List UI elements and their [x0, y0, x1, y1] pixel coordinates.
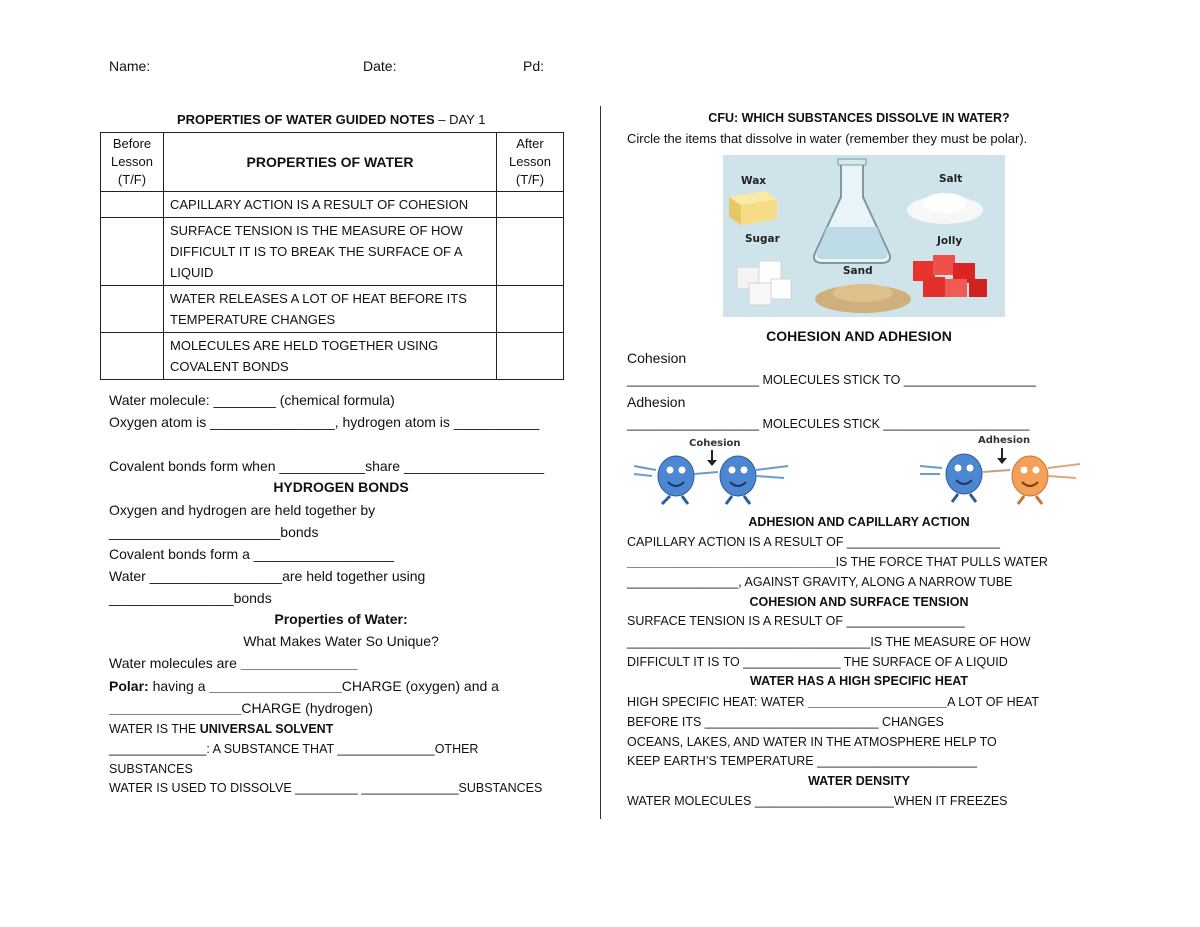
statement-cell: SURFACE TENSION IS THE MEASURE OF HOW DIFFICULT IT IS TO BREAK THE SURFACE OF A LIQUID	[164, 218, 497, 286]
legs	[662, 496, 688, 504]
cfu-heading: CFU: WHICH SUBSTANCES DISSOLVE IN WATER?	[708, 111, 1010, 125]
substances-line: SUBSTANCES	[109, 762, 193, 776]
after-cell[interactable]	[497, 218, 564, 286]
sand-label: Sand	[843, 265, 873, 277]
jelly-cube	[923, 277, 945, 297]
table-row	[101, 286, 564, 333]
water-molecule-character	[946, 454, 982, 494]
salt-pile-top	[923, 193, 967, 213]
period-label: Pd:	[523, 58, 545, 74]
oxygen-atom-line: Oxygen atom is ________________, hydrogen atom is ___________	[109, 414, 540, 430]
molecule-arm	[1048, 464, 1080, 478]
molecule-arm	[920, 466, 942, 474]
eye	[729, 467, 736, 474]
jolly-label: Jolly	[937, 235, 963, 247]
other-molecule-character	[1012, 456, 1048, 496]
difficult-line: DIFFICULT IT IS TO ______________ THE SURFACE OF A LIQUID	[627, 655, 1008, 669]
properties-of-water-heading: Properties of Water:	[274, 611, 408, 627]
jelly-cube	[945, 279, 967, 297]
eye	[967, 465, 974, 472]
substances-image	[723, 155, 1005, 317]
linked-arms	[982, 470, 1010, 472]
column-divider	[600, 106, 601, 819]
legs	[952, 494, 976, 502]
flask-rim	[838, 159, 866, 165]
dissolve-line: WATER IS USED TO DISSOLVE _________ ______________SUBSTANCES	[109, 781, 543, 795]
hydrogen-bonds-heading: HYDROGEN BONDS	[273, 479, 409, 495]
eye	[1021, 467, 1028, 474]
properties-subheading: What Makes Water So Unique?	[243, 633, 439, 649]
surface-tension-heading: COHESION AND SURFACE TENSION	[749, 595, 969, 609]
sugar-label: Sugar	[745, 233, 780, 245]
adhesion-cartoon-label: Adhesion	[978, 435, 1031, 446]
capillary-heading: ADHESION AND CAPILLARY ACTION	[748, 515, 970, 529]
sugar-cube	[749, 283, 771, 305]
adhesion-cartoon	[918, 446, 1082, 506]
adhesion-label: Adhesion	[627, 394, 686, 410]
after-cell[interactable]	[497, 333, 564, 380]
cfu-instructions: Circle the items that dissolve in water (remember they must be polar).	[627, 131, 1028, 146]
adhesion-line: ___________________ MOLECULES STICK _____________________	[627, 417, 1030, 431]
water-held-line: Water _________________are held together using	[109, 568, 426, 584]
legs	[726, 496, 750, 504]
polar-line: Polar: having a _________________CHARGE (oxygen) and a	[109, 678, 499, 694]
date-label: Date:	[363, 58, 397, 74]
covalent-form-line: Covalent bonds form when ___________share __________________	[109, 458, 545, 474]
water-molecule-line: Water molecule: ________ (chemical formula)	[109, 392, 395, 408]
jelly-cube	[933, 255, 955, 275]
before-lesson-header: Before Lesson (T/F)	[101, 133, 164, 192]
eye	[955, 465, 962, 472]
eye	[667, 467, 674, 474]
before-cell[interactable]	[101, 286, 164, 333]
before-cell[interactable]	[101, 218, 164, 286]
eye	[741, 467, 748, 474]
density-line: WATER MOLECULES ____________________WHEN IT FREEZES	[627, 794, 1008, 808]
linked-arms	[694, 472, 718, 474]
table-header-row	[101, 133, 564, 192]
arrow-down-icon-head	[997, 458, 1007, 464]
oh-held-line: Oxygen and hydrogen are held together by	[109, 502, 376, 518]
table-row	[101, 218, 564, 286]
cohesion-line: ___________________ MOLECULES STICK TO ___________________	[627, 373, 1036, 387]
molecules-are-line: Water molecules are _______________	[109, 655, 358, 671]
molecule-arm	[756, 466, 788, 478]
legs	[1018, 496, 1042, 504]
after-lesson-header: After Lesson (T/F)	[497, 133, 564, 192]
force-line: ______________________________IS THE FORCE THAT PULLS WATER	[627, 555, 1048, 569]
before-its-line: BEFORE ITS _________________________ CHANGES	[627, 715, 944, 729]
polar-line-2: _________________CHARGE (hydrogen)	[109, 700, 373, 716]
salt-label: Salt	[939, 173, 963, 185]
after-cell[interactable]	[497, 192, 564, 218]
table-row	[101, 192, 564, 218]
flask-water	[817, 227, 888, 259]
oceans-line: OCEANS, LAKES, AND WATER IN THE ATMOSPHERE HELP TO	[627, 735, 997, 749]
covalent-a-line: Covalent bonds form a __________________	[109, 546, 394, 562]
oh-bonds-line: ______________________bonds	[109, 524, 319, 540]
properties-table	[100, 132, 564, 380]
guided-notes-title	[177, 112, 485, 127]
cohesion-adhesion-heading: COHESION AND ADHESION	[766, 328, 952, 344]
name-label: Name:	[109, 58, 151, 74]
title-day: – DAY 1	[434, 112, 486, 127]
before-cell[interactable]	[101, 333, 164, 380]
specific-heat-heading: WATER HAS A HIGH SPECIFIC HEAT	[749, 674, 969, 688]
universal-solvent-line: WATER IS THE UNIVERSAL SOLVENT	[109, 722, 334, 736]
capillary-line: CAPILLARY ACTION IS A RESULT OF ______________________	[627, 535, 1000, 549]
gravity-line: ________________, AGAINST GRAVITY, ALONG A NARROW TUBE	[627, 575, 1013, 589]
after-cell[interactable]	[497, 286, 564, 333]
statement-cell: WATER RELEASES A LOT OF HEAT BEFORE ITS TEMPERATURE CHANGES	[164, 286, 497, 333]
cohesion-cartoon-label: Cohesion	[689, 438, 741, 449]
substance-line: ______________: A SUBSTANCE THAT ______________OTHER	[109, 742, 479, 756]
water-bonds-line: ________________bonds	[109, 590, 272, 606]
table-row	[101, 333, 564, 380]
statement-cell: MOLECULES ARE HELD TOGETHER USING COVALENT BONDS	[164, 333, 497, 380]
cohesion-cartoon	[632, 448, 792, 508]
water-molecule-character	[720, 456, 756, 496]
wax-label: Wax	[741, 175, 767, 187]
cohesion-label: Cohesion	[627, 350, 687, 366]
eye	[1033, 467, 1040, 474]
before-cell[interactable]	[101, 192, 164, 218]
surface-line: SURFACE TENSION IS A RESULT OF _________________	[627, 614, 965, 628]
sand-pile-top	[833, 284, 893, 302]
eye	[679, 467, 686, 474]
density-heading: WATER DENSITY	[808, 774, 910, 788]
statement-cell: CAPILLARY ACTION IS A RESULT OF COHESION	[164, 192, 497, 218]
water-molecule-character	[658, 456, 694, 496]
high-heat-line: HIGH SPECIFIC HEAT: WATER ____________________A LOT OF HEAT	[627, 695, 1039, 709]
arrow-down-icon-head	[707, 460, 717, 466]
measure-line: ___________________________________IS THE MEASURE OF HOW	[627, 635, 1031, 649]
sugar-cube	[771, 279, 791, 299]
molecule-arm	[634, 466, 656, 476]
keep-temperature-line: KEEP EARTH’S TEMPERATURE _______________________	[627, 754, 977, 768]
properties-header: PROPERTIES OF WATER	[164, 133, 497, 192]
title-main: PROPERTIES OF WATER GUIDED NOTES	[177, 112, 435, 127]
jelly-cube	[969, 279, 987, 297]
